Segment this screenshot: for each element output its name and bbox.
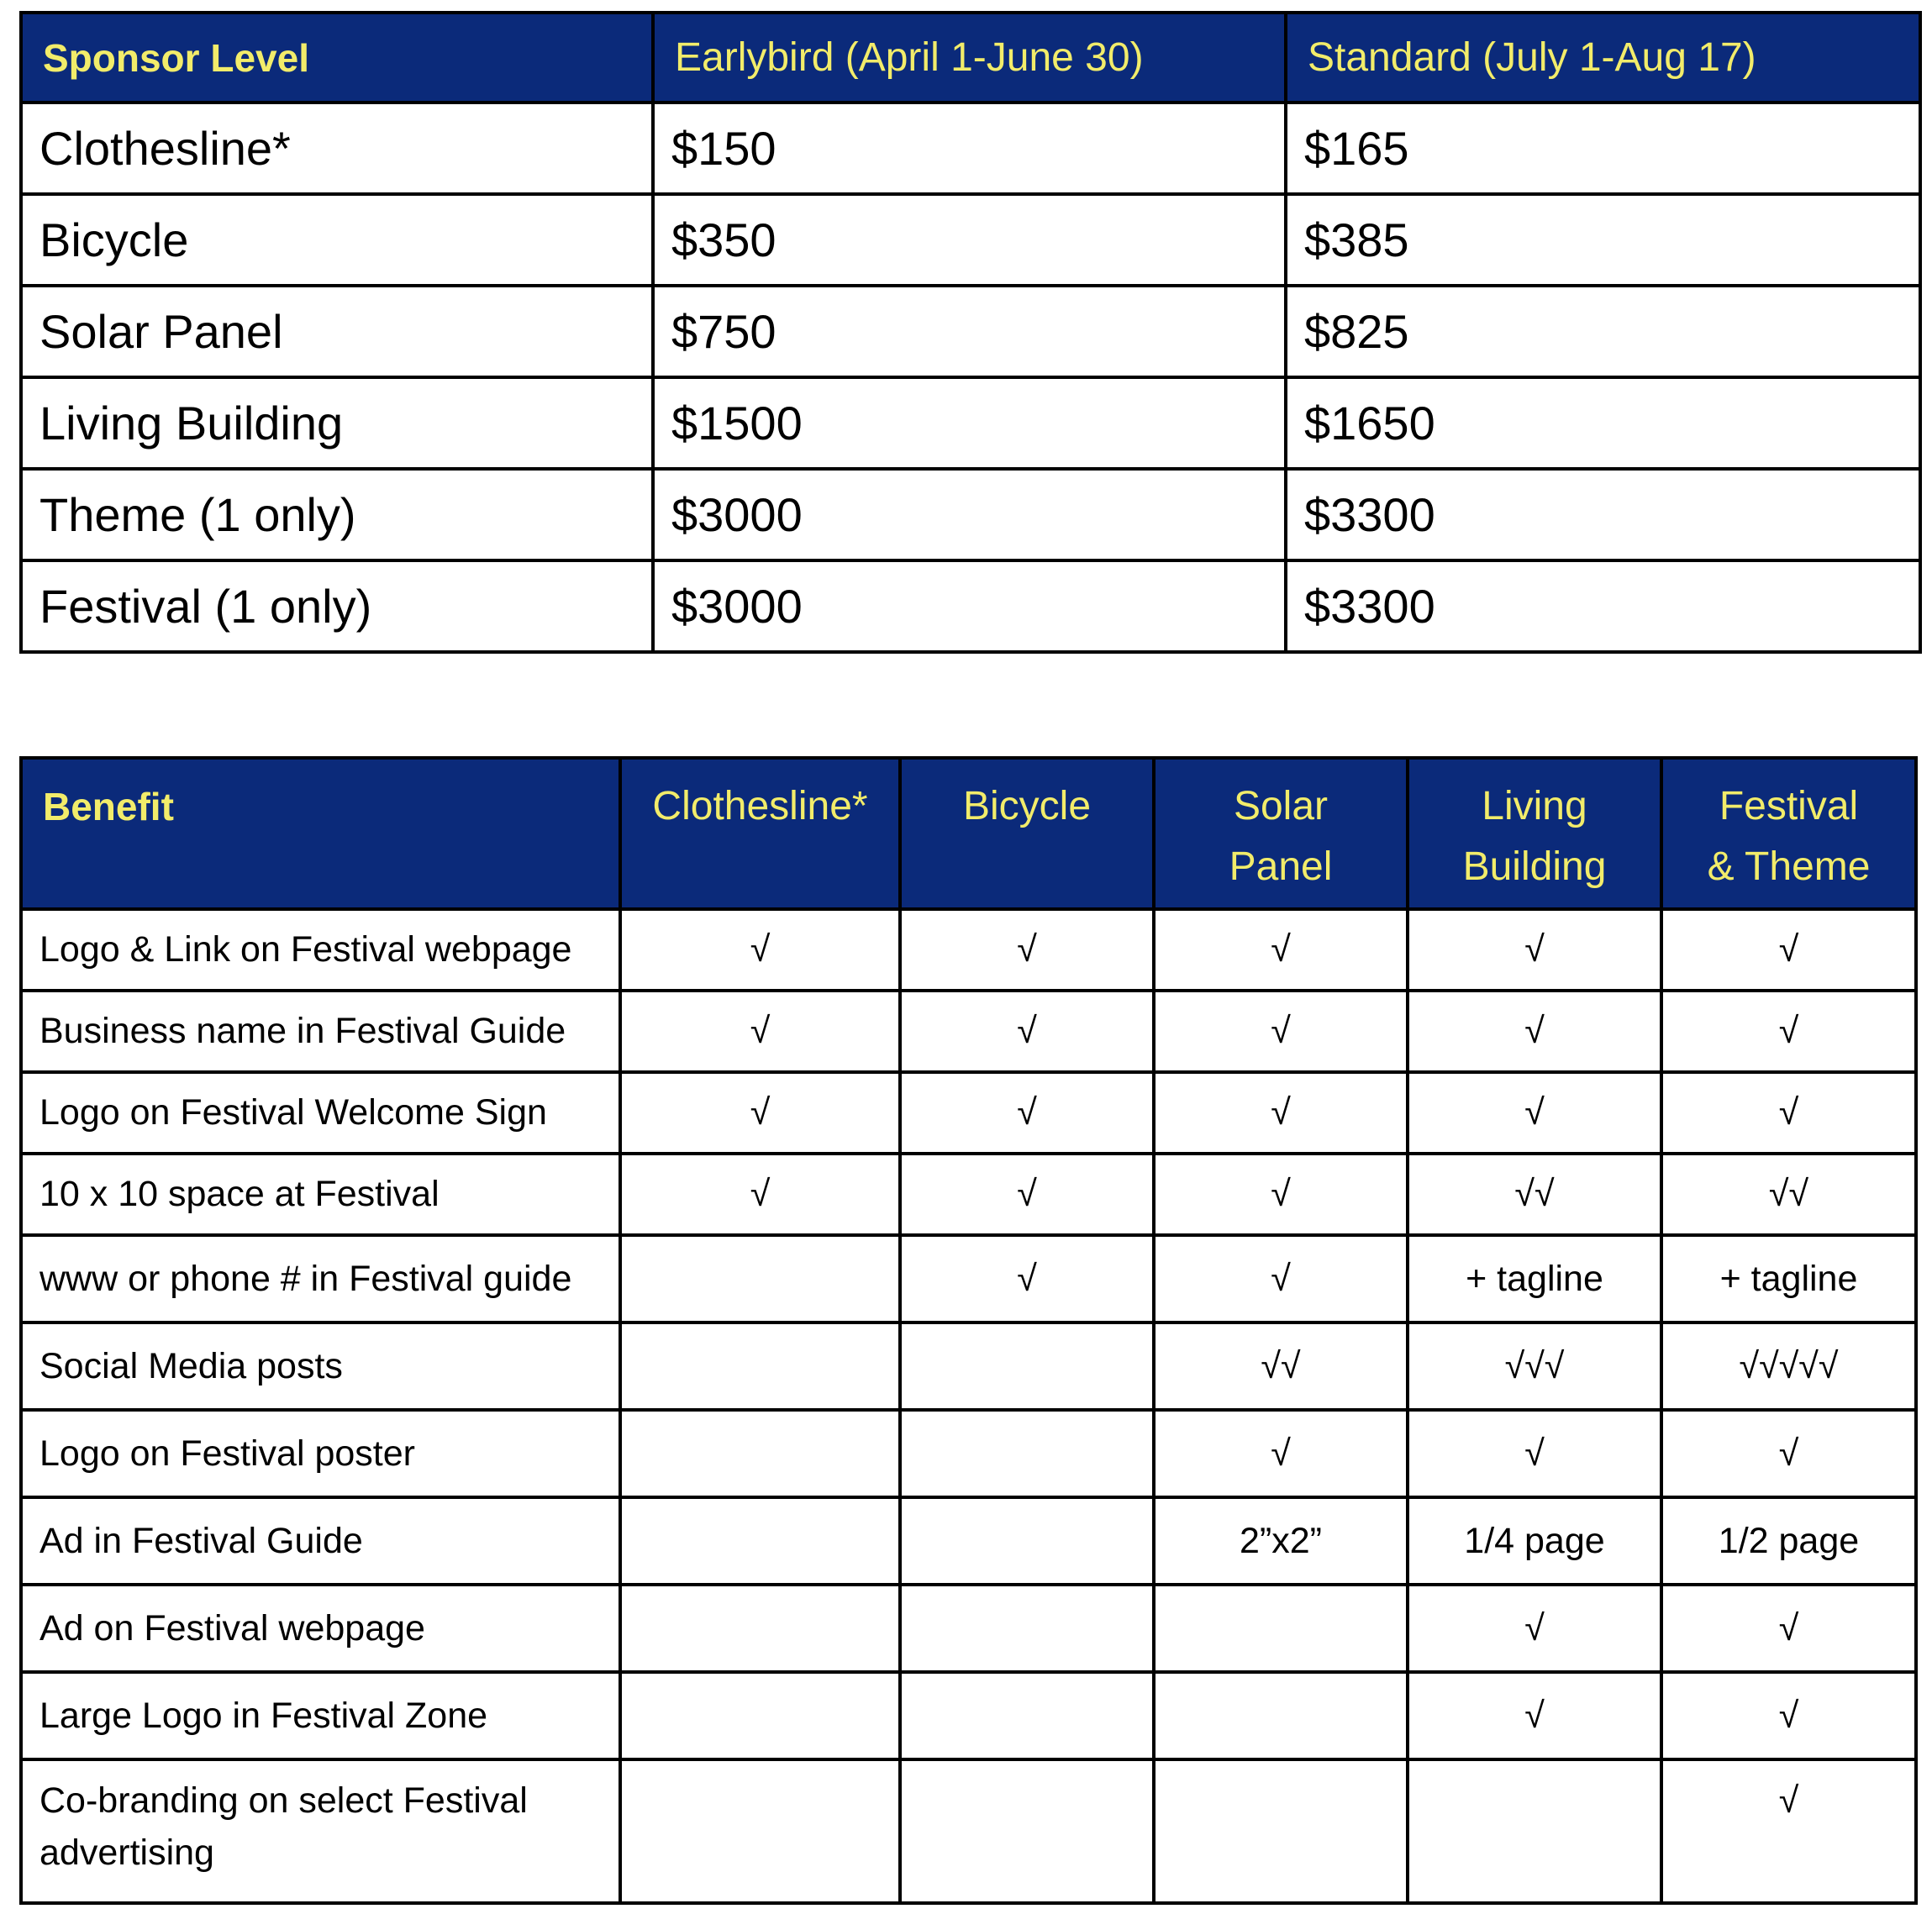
benefit-living-building: √ xyxy=(1408,1410,1661,1497)
benefits-header-row xyxy=(21,758,1916,909)
benefit-solar-panel xyxy=(1154,1672,1408,1759)
benefit-bicycle xyxy=(900,1585,1154,1672)
benefit-solar-panel xyxy=(1154,1585,1408,1672)
benefit-row xyxy=(21,1154,1916,1235)
pricing-earlybird: $150 xyxy=(653,103,1286,194)
benefit-solar-panel: √ xyxy=(1154,991,1408,1072)
sponsor-pricing-table xyxy=(19,11,1922,654)
benefit-living-building: + tagline xyxy=(1408,1235,1661,1322)
pricing-standard: $3300 xyxy=(1286,469,1920,560)
pricing-earlybird: $1500 xyxy=(653,377,1286,469)
benefit-solar-panel: √ xyxy=(1154,1154,1408,1235)
benefit-bicycle xyxy=(900,1410,1154,1497)
benefit-festival-theme: √ xyxy=(1661,1585,1916,1672)
benefit-living-building: √√ xyxy=(1408,1154,1661,1235)
benefit-living-building: √ xyxy=(1408,909,1661,991)
benefit-bicycle: √ xyxy=(900,1235,1154,1322)
benefit-festival-theme: 1/2 page xyxy=(1661,1497,1916,1585)
pricing-row xyxy=(21,286,1920,377)
benefit-clothesline xyxy=(620,1672,900,1759)
benefit-festival-theme: √ xyxy=(1661,909,1916,991)
benefit-label: Business name in Festival Guide xyxy=(21,991,620,1072)
benefit-living-building: 1/4 page xyxy=(1408,1497,1661,1585)
benefit-clothesline xyxy=(620,1585,900,1672)
benefit-clothesline: √ xyxy=(620,1154,900,1235)
benefits-header-clothesline-label: Clothesline* xyxy=(652,784,868,828)
pricing-header-standard: Standard (July 1-Aug 17) xyxy=(1286,13,1920,103)
pricing-level: Clothesline* xyxy=(21,103,653,194)
benefit-solar-panel: √ xyxy=(1154,1072,1408,1154)
benefit-bicycle: √ xyxy=(900,991,1154,1072)
pricing-earlybird: $350 xyxy=(653,194,1286,286)
benefits-header-solar-panel-line2: Panel xyxy=(1229,844,1333,889)
benefit-clothesline xyxy=(620,1410,900,1497)
benefit-label: Logo on Festival poster xyxy=(21,1410,620,1497)
benefit-living-building: √ xyxy=(1408,991,1661,1072)
benefit-living-building: √ xyxy=(1408,1585,1661,1672)
benefits-header-clothesline xyxy=(620,758,900,909)
benefit-living-building: √√√ xyxy=(1408,1322,1661,1410)
benefit-solar-panel xyxy=(1154,1759,1408,1903)
benefits-header-festival-theme-line2: & Theme xyxy=(1707,844,1871,889)
pricing-standard: $825 xyxy=(1286,286,1920,377)
benefit-clothesline: √ xyxy=(620,991,900,1072)
benefit-row xyxy=(21,1072,1916,1154)
pricing-earlybird: $750 xyxy=(653,286,1286,377)
benefit-solar-panel: √ xyxy=(1154,909,1408,991)
pricing-row xyxy=(21,469,1920,560)
benefit-row xyxy=(21,991,1916,1072)
benefits-header-festival-theme xyxy=(1661,758,1916,909)
benefit-festival-theme: √√ xyxy=(1661,1154,1916,1235)
benefit-bicycle xyxy=(900,1672,1154,1759)
benefit-living-building: √ xyxy=(1408,1072,1661,1154)
benefit-label: www or phone # in Festival guide xyxy=(21,1235,620,1322)
benefit-row xyxy=(21,1410,1916,1497)
benefit-festival-theme: + tagline xyxy=(1661,1235,1916,1322)
benefit-label: Logo on Festival Welcome Sign xyxy=(21,1072,620,1154)
pricing-level: Living Building xyxy=(21,377,653,469)
benefits-header-solar-panel-line1: Solar xyxy=(1233,784,1329,828)
benefit-festival-theme: √ xyxy=(1661,1072,1916,1154)
benefit-row xyxy=(21,1759,1916,1903)
benefit-label: Ad on Festival webpage xyxy=(21,1585,620,1672)
benefits-header-festival-theme-line1: Festival xyxy=(1719,784,1859,828)
pricing-header-earlybird: Earlybird (April 1-June 30) xyxy=(653,13,1286,103)
benefit-clothesline xyxy=(620,1322,900,1410)
benefit-solar-panel: √ xyxy=(1154,1410,1408,1497)
benefit-row xyxy=(21,909,1916,991)
benefits-header-living-building-line1: Living xyxy=(1482,784,1587,828)
benefit-label: Ad in Festival Guide xyxy=(21,1497,620,1585)
benefit-solar-panel: √ xyxy=(1154,1235,1408,1322)
benefit-living-building: √ xyxy=(1408,1672,1661,1759)
benefit-festival-theme: √ xyxy=(1661,1410,1916,1497)
pricing-standard: $385 xyxy=(1286,194,1920,286)
benefit-row xyxy=(21,1235,1916,1322)
benefit-festival-theme: √ xyxy=(1661,991,1916,1072)
benefit-label: 10 x 10 space at Festival xyxy=(21,1154,620,1235)
benefit-solar-panel: 2”x2” xyxy=(1154,1497,1408,1585)
benefit-row xyxy=(21,1497,1916,1585)
pricing-level: Theme (1 only) xyxy=(21,469,653,560)
benefit-living-building xyxy=(1408,1759,1661,1903)
pricing-row xyxy=(21,103,1920,194)
benefit-bicycle xyxy=(900,1759,1154,1903)
pricing-row xyxy=(21,377,1920,469)
benefit-bicycle: √ xyxy=(900,1072,1154,1154)
benefit-clothesline: √ xyxy=(620,1072,900,1154)
pricing-standard: $165 xyxy=(1286,103,1920,194)
benefit-clothesline xyxy=(620,1497,900,1585)
pricing-row xyxy=(21,560,1920,652)
benefit-festival-theme: √ xyxy=(1661,1759,1916,1903)
benefits-header-living-building-line2: Building xyxy=(1462,844,1607,889)
benefits-header-benefit-label: Benefit xyxy=(43,785,174,828)
benefit-row xyxy=(21,1322,1916,1410)
benefit-label-line2: advertising xyxy=(39,1832,214,1873)
benefits-header-bicycle-label: Bicycle xyxy=(962,784,1092,828)
pricing-earlybird: $3000 xyxy=(653,469,1286,560)
benefit-clothesline xyxy=(620,1235,900,1322)
benefit-solar-panel: √√ xyxy=(1154,1322,1408,1410)
pricing-header-row xyxy=(21,13,1920,103)
benefit-bicycle: √ xyxy=(900,1154,1154,1235)
benefit-clothesline xyxy=(620,1759,900,1903)
pricing-level: Solar Panel xyxy=(21,286,653,377)
benefit-clothesline: √ xyxy=(620,909,900,991)
benefit-label: Logo & Link on Festival webpage xyxy=(21,909,620,991)
benefit-label-line1: Co-branding on select Festival xyxy=(39,1780,528,1821)
pricing-earlybird: $3000 xyxy=(653,560,1286,652)
benefit-row xyxy=(21,1585,1916,1672)
benefit-bicycle xyxy=(900,1322,1154,1410)
benefit-bicycle: √ xyxy=(900,909,1154,991)
benefit-row xyxy=(21,1672,1916,1759)
pricing-level: Bicycle xyxy=(21,194,653,286)
pricing-level: Festival (1 only) xyxy=(21,560,653,652)
benefits-header-benefit xyxy=(21,758,620,909)
benefit-festival-theme: √√√√√ xyxy=(1661,1322,1916,1410)
benefit-label: Large Logo in Festival Zone xyxy=(21,1672,620,1759)
pricing-header-sponsor-level: Sponsor Level xyxy=(21,13,653,103)
benefits-header-solar-panel xyxy=(1154,758,1408,909)
benefits-header-bicycle xyxy=(900,758,1154,909)
pricing-standard: $1650 xyxy=(1286,377,1920,469)
pricing-row xyxy=(21,194,1920,286)
pricing-standard: $3300 xyxy=(1286,560,1920,652)
benefit-festival-theme: √ xyxy=(1661,1672,1916,1759)
benefit-label: Social Media posts xyxy=(21,1322,620,1410)
benefit-label xyxy=(21,1759,620,1903)
sponsor-benefits-table xyxy=(19,756,1918,1905)
benefit-bicycle xyxy=(900,1497,1154,1585)
benefits-header-living-building xyxy=(1408,758,1661,909)
